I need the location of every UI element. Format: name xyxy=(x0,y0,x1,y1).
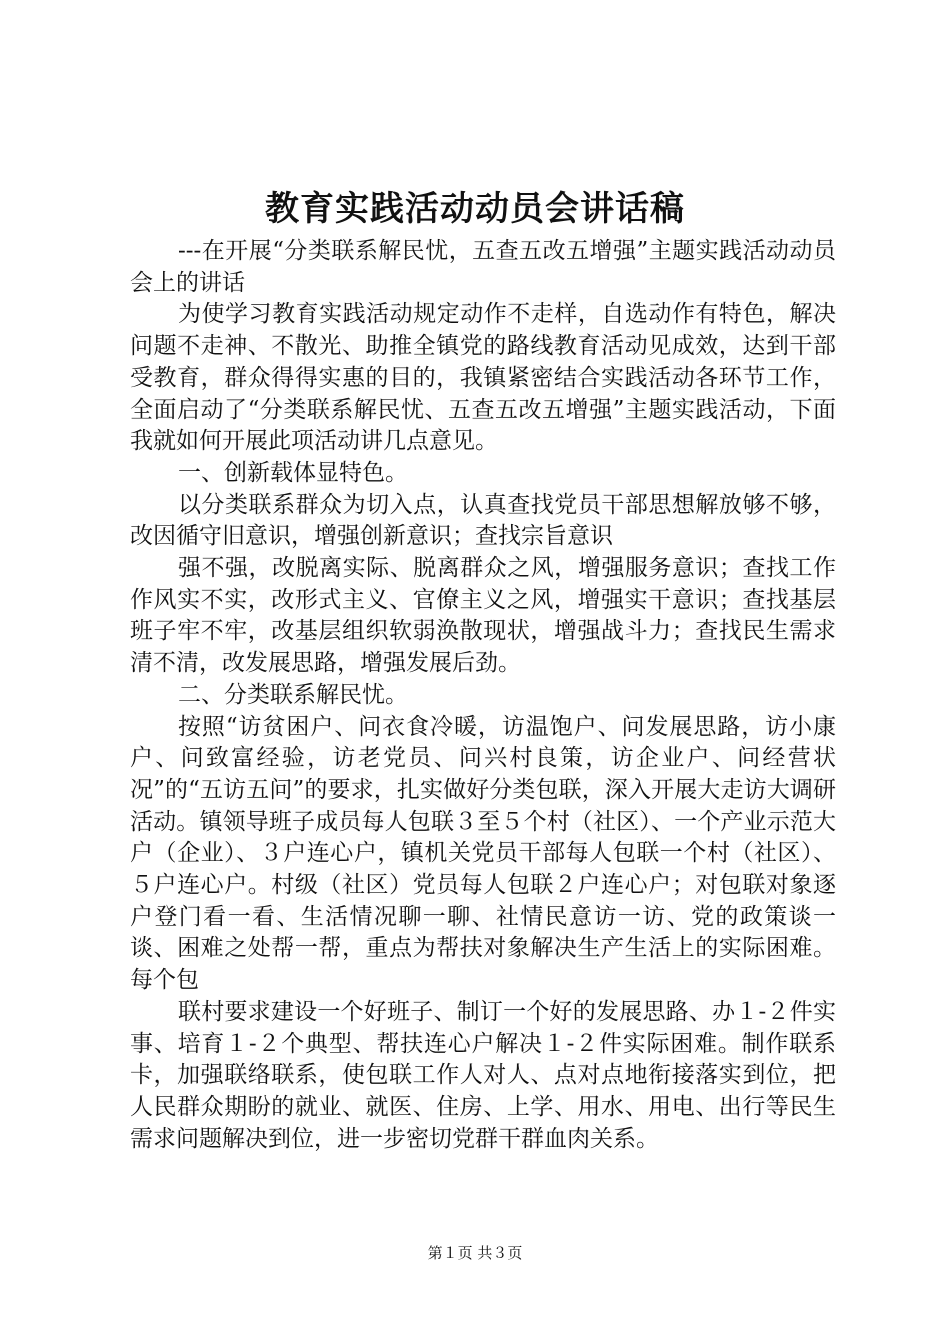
document-body xyxy=(130,236,836,1155)
page-footer: 第１页 共３页 xyxy=(427,1244,523,1262)
intro-paragraph: 为使学习教育实践活动规定动作不走样，自选动作有特色，解决问题不走神、不散光、助推全镇党的路线教育活动见成效，达到干部受教育，群众得得实惠的目的，我镇紧密结合实践活动各环节工作，全面启动了“分类联系解民忧、五查五改五增强”主题实践活动，下面我就如何开展此项活动讲几点意见。 xyxy=(130,301,836,455)
subtitle-paragraph: ---在开展“分类联系解民忧，五查五改五增强”主题实践活动动员会上的讲话 xyxy=(130,238,836,296)
body-paragraph: 按照“访贫困户、问衣食冷暖，访温饱户、问发展思路，访小康户、问致富经验，访老党员、问兴村良策，访企业户、问经营状况”的“五访五问”的要求，扎实做好分类包联，深入开展大走访大调研活动。镇领导班子成员每人包联３至５个村（社区）、一个产业示范大户（企业）、３户连心户，镇机关党员干部每人包联一个村（社区）、５户连心户。村级（社区）党员每人包联２户连心户；对包联对象逐户登门看一看、生活情况聊一聊、社情民意访一访、党的政策谈一谈、困难之处帮一帮，重点为帮扶对象解决生产生活上的实际困难。每个包 xyxy=(130,713,836,994)
body-paragraph: 强不强，改脱离实际、脱离群众之风，增强服务意识；查找工作作风实不实，改形式主义、官僚主义之风，增强实干意识；查找基层班子牢不牢，改基层组织软弱涣散现状，增强战斗力；查找民生需求清不清，改发展思路，增强发展后劲。 xyxy=(130,555,836,677)
section-heading-1: 一、创新载体显特色。 xyxy=(178,459,408,486)
body-paragraph: 以分类联系群众为切入点，认真查找党员干部思想解放够不够，改因循守旧意识，增强创新意识；查找宗旨意识 xyxy=(130,491,836,550)
body-paragraph: 联村要求建设一个好班子、制订一个好的发展思路、办１-２件实事、培育１-２个典型、帮扶连心户解决１-２件实际困难。制作联系卡，加强联络联系，使包联工作人对人、点对点地衔接落实到位，把人民群众期盼的就业、就医、住房、上学、用水、用电、出行等民生需求问题解决到位，进一步密切党群干群血肉关系。 xyxy=(130,998,836,1152)
section-heading-2: 二、分类联系解民忧。 xyxy=(178,681,408,708)
document-title: 教育实践活动动员会讲话稿 xyxy=(265,189,685,229)
